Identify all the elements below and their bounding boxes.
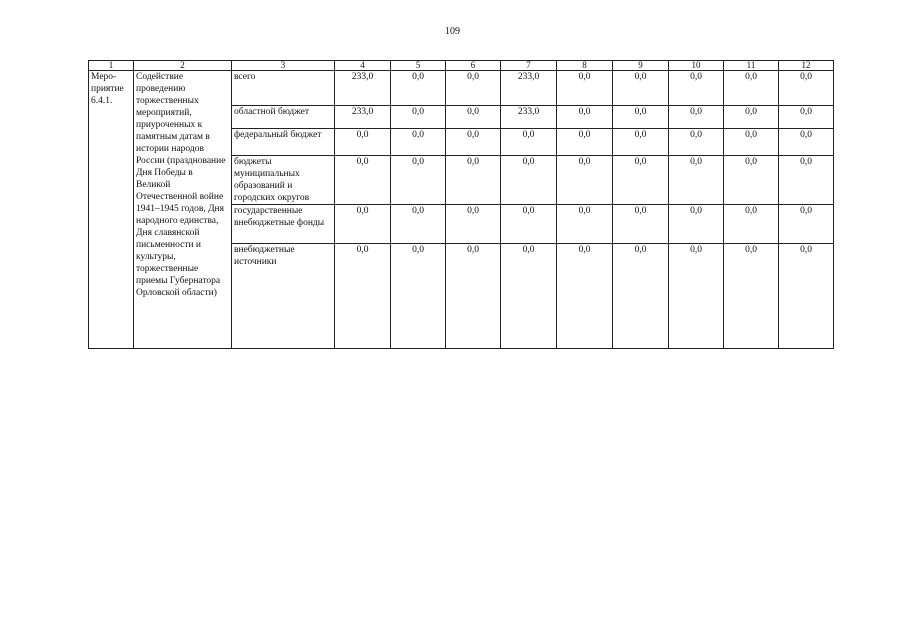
value-cell: 0,0 bbox=[557, 156, 613, 205]
value-cell: 0,0 bbox=[724, 106, 779, 129]
value-cell: 0,0 bbox=[669, 106, 724, 129]
value-cell: 0,0 bbox=[669, 156, 724, 205]
value-cell: 0,0 bbox=[669, 71, 724, 106]
column-header-1: 1 bbox=[89, 61, 134, 71]
value-cell: 0,0 bbox=[335, 205, 391, 244]
funding-source-cell: всего bbox=[232, 71, 335, 106]
value-cell: 0,0 bbox=[669, 129, 724, 156]
value-cell: 0,0 bbox=[613, 156, 669, 205]
event-code-line: приятие bbox=[91, 84, 124, 94]
value-cell: 0,0 bbox=[335, 129, 391, 156]
value-cell: 0,0 bbox=[724, 71, 779, 106]
column-header-12: 12 bbox=[779, 61, 834, 71]
value-cell: 0,0 bbox=[391, 129, 446, 156]
value-cell: 0,0 bbox=[501, 156, 557, 205]
funding-source-cell: внебюджетные источники bbox=[232, 244, 335, 349]
event-description-cell: Содействие проведению торжественных мероприятий, приуроченных к памятным датам в истории народов России (празднование Дня Победы в Великой Отечественной войне 1941–1945 годов, Дня народного единства, Дня славянской письменности и культуры, торжественные приемы Губернатора Орловской области) bbox=[134, 71, 232, 349]
funding-source-cell: областной бюджет bbox=[232, 106, 335, 129]
value-cell: 0,0 bbox=[557, 71, 613, 106]
funding-source-cell: государственные внебюджетные фонды bbox=[232, 205, 335, 244]
column-header-7: 7 bbox=[501, 61, 557, 71]
column-header-9: 9 bbox=[613, 61, 669, 71]
value-cell: 0,0 bbox=[724, 156, 779, 205]
value-cell: 0,0 bbox=[724, 129, 779, 156]
value-cell: 0,0 bbox=[779, 244, 834, 349]
value-cell: 0,0 bbox=[501, 129, 557, 156]
value-cell: 0,0 bbox=[391, 156, 446, 205]
value-cell: 0,0 bbox=[391, 205, 446, 244]
value-cell: 0,0 bbox=[724, 205, 779, 244]
value-cell: 0,0 bbox=[613, 244, 669, 349]
value-cell: 0,0 bbox=[779, 71, 834, 106]
column-header-3: 3 bbox=[232, 61, 335, 71]
value-cell: 233,0 bbox=[501, 71, 557, 106]
value-cell: 0,0 bbox=[557, 205, 613, 244]
value-cell: 0,0 bbox=[613, 106, 669, 129]
value-cell: 0,0 bbox=[669, 205, 724, 244]
value-cell: 0,0 bbox=[669, 244, 724, 349]
value-cell: 233,0 bbox=[335, 71, 391, 106]
column-header-5: 5 bbox=[391, 61, 446, 71]
value-cell: 0,0 bbox=[779, 129, 834, 156]
value-cell: 0,0 bbox=[335, 244, 391, 349]
value-cell: 0,0 bbox=[613, 205, 669, 244]
value-cell: 0,0 bbox=[446, 71, 501, 106]
column-header-8: 8 bbox=[557, 61, 613, 71]
value-cell: 0,0 bbox=[501, 244, 557, 349]
value-cell: 0,0 bbox=[613, 71, 669, 106]
value-cell: 0,0 bbox=[391, 71, 446, 106]
column-header-6: 6 bbox=[446, 61, 501, 71]
value-cell: 0,0 bbox=[557, 244, 613, 349]
value-cell: 233,0 bbox=[501, 106, 557, 129]
event-code-cell bbox=[89, 71, 134, 349]
budget-table bbox=[88, 60, 834, 349]
value-cell: 0,0 bbox=[779, 106, 834, 129]
funding-source-cell: федеральный бюджет bbox=[232, 129, 335, 156]
value-cell: 0,0 bbox=[446, 156, 501, 205]
value-cell: 0,0 bbox=[779, 156, 834, 205]
value-cell: 0,0 bbox=[446, 244, 501, 349]
value-cell: 0,0 bbox=[557, 129, 613, 156]
value-cell: 0,0 bbox=[391, 244, 446, 349]
value-cell: 0,0 bbox=[724, 244, 779, 349]
value-cell: 0,0 bbox=[446, 129, 501, 156]
value-cell: 0,0 bbox=[391, 106, 446, 129]
column-header-10: 10 bbox=[669, 61, 724, 71]
value-cell: 233,0 bbox=[335, 106, 391, 129]
value-cell: 0,0 bbox=[335, 156, 391, 205]
value-cell: 0,0 bbox=[446, 205, 501, 244]
event-code-line: Меро- bbox=[91, 72, 117, 82]
header-row bbox=[89, 61, 834, 71]
funding-source-cell: бюджеты муниципальных образований и городских округов bbox=[232, 156, 335, 205]
value-cell: 0,0 bbox=[501, 205, 557, 244]
column-header-2: 2 bbox=[134, 61, 232, 71]
page-number: 109 bbox=[445, 26, 460, 37]
column-header-4: 4 bbox=[335, 61, 391, 71]
value-cell: 0,0 bbox=[446, 106, 501, 129]
value-cell: 0,0 bbox=[557, 106, 613, 129]
event-code-line: 6.4.1. bbox=[91, 96, 113, 106]
column-header-11: 11 bbox=[724, 61, 779, 71]
value-cell: 0,0 bbox=[779, 205, 834, 244]
value-cell: 0,0 bbox=[613, 129, 669, 156]
table-row bbox=[89, 71, 834, 106]
